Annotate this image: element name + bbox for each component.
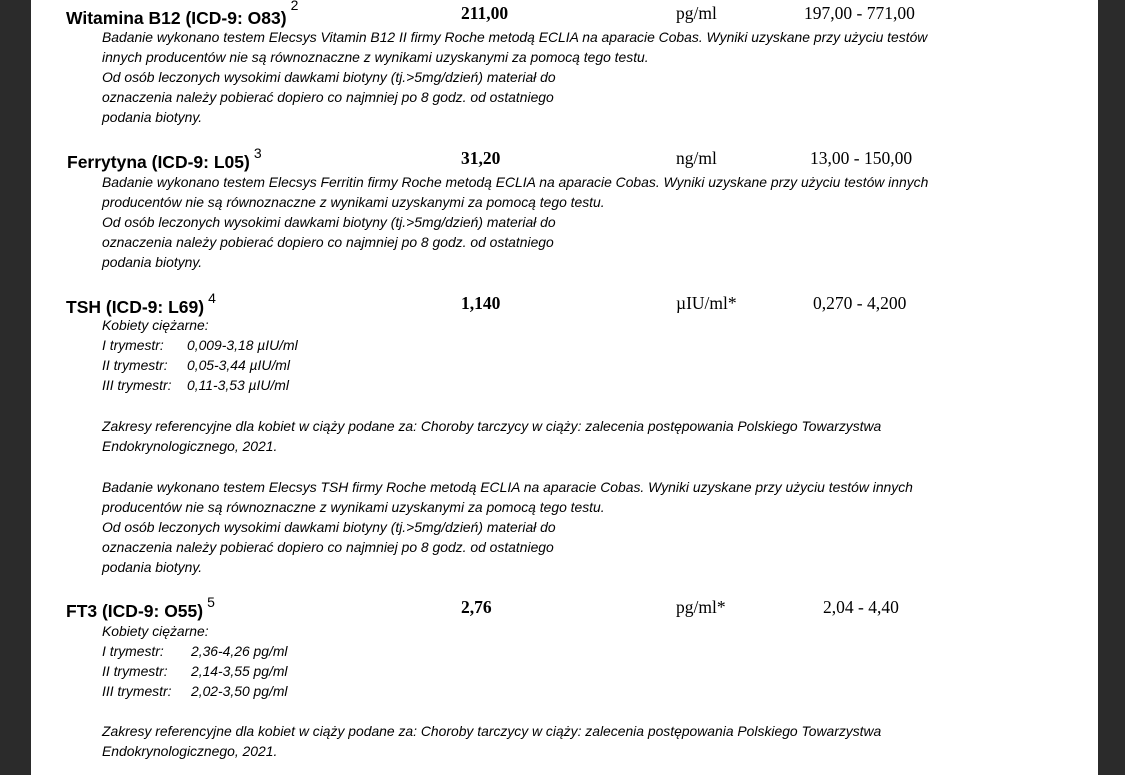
trimester-value: 2,14-3,55 pg/ml: [191, 663, 288, 679]
result-value: 31,20: [461, 148, 501, 168]
pregnancy-title: Kobiety ciężarne:: [102, 317, 209, 333]
note-line: podania biotyny.: [102, 559, 203, 575]
reference-range: 0,270 - 4,200: [813, 293, 907, 313]
trimester-value: 0,05-3,44 µIU/ml: [187, 357, 290, 373]
note-line: Od osób leczonych wysokimi dawkami biotyny (tj.>5mg/dzień) materiał do: [102, 519, 556, 535]
footnote-ref: 3: [253, 145, 262, 161]
result-unit: ng/ml: [676, 148, 717, 168]
source-line: Zakresy referencyjne dla kobiet w ciąży podane za: Choroby tarczycy w ciąży: zalecenia postępowania Polskiego Towarzystwa: [102, 418, 882, 434]
note-line: Od osób leczonych wysokimi dawkami biotyny (tj.>5mg/dzień) materiał do: [102, 214, 556, 230]
note-line: producentów nie są równoznaczne z wynikami uzyskanymi za pomocą tego testu.: [102, 499, 605, 515]
note-line: Badanie wykonano testem Elecsys Vitamin B12 II firmy Roche metodą ECLIA na aparacie Cobas. Wyniki uzyskane przy użyciu testów: [102, 29, 928, 45]
trimester-value: 0,11-3,53 µIU/ml: [187, 377, 289, 393]
trimester-value: 0,009-3,18 µIU/ml: [187, 337, 298, 353]
document-page: [31, 0, 1098, 775]
pregnancy-title: Kobiety ciężarne:: [102, 623, 209, 639]
source-line: Zakresy referencyjne dla kobiet w ciąży podane za: Choroby tarczycy w ciąży: zalecenia postępowania Polskiego Towarzystwa: [102, 723, 882, 739]
reference-range: 2,04 - 4,40: [823, 597, 899, 617]
note-line: innych producentów nie są równoznaczne z wynikami uzyskanymi za pomocą tego testu.: [102, 49, 649, 65]
note-line: podania biotyny.: [102, 254, 203, 270]
test-name: FT3 (ICD-9: O55) $^5$: [66, 594, 215, 621]
note-line: Od osób leczonych wysokimi dawkami biotyny (tj.>5mg/dzień) materiał do: [102, 69, 556, 85]
note-line: oznaczenia należy pobierać dopiero co najmniej po 8 godz. od ostatniego: [102, 234, 554, 250]
trimester-label: III trymestr:: [102, 683, 172, 699]
trimester-label: I trymestr:: [102, 337, 164, 353]
source-line: Endokrynologicznego, 2021.: [102, 438, 278, 454]
trimester-value: 2,36-4,26 pg/ml: [191, 643, 288, 659]
reference-range: 197,00 - 771,00: [804, 3, 915, 23]
result-value: 1,140: [461, 293, 501, 313]
result-value: 211,00: [461, 3, 509, 23]
result-unit: µIU/ml*: [676, 293, 737, 313]
result-value: 2,76: [461, 597, 492, 617]
note-line: Badanie wykonano testem Elecsys TSH firmy Roche metodą ECLIA na aparacie Cobas. Wyniki uzyskane przy użyciu testów innych: [102, 479, 913, 495]
note-line: producentów nie są równoznaczne z wynikami uzyskanymi za pomocą tego testu.: [102, 194, 605, 210]
trimester-label: II trymestr:: [102, 357, 168, 373]
reference-range: 13,00 - 150,00: [810, 148, 913, 168]
footnote-ref: 5: [207, 594, 215, 610]
result-unit: pg/ml: [676, 3, 717, 23]
trimester-value: 2,02-3,50 pg/ml: [191, 683, 288, 699]
source-line: Endokrynologicznego, 2021.: [102, 743, 278, 759]
note-line: oznaczenia należy pobierać dopiero co najmniej po 8 godz. od ostatniego: [102, 89, 554, 105]
trimester-label: I trymestr:: [102, 643, 164, 659]
trimester-label: II trymestr:: [102, 663, 168, 679]
trimester-label: III trymestr:: [102, 377, 172, 393]
test-name: TSH (ICD-9: L69) $^4$: [66, 290, 216, 317]
note-line: oznaczenia należy pobierać dopiero co najmniej po 8 godz. od ostatniego: [102, 539, 554, 555]
test-name: Witamina B12 (ICD-9: O83)$^2$: [66, 4, 298, 29]
note-line: Badanie wykonano testem Elecsys Ferritin firmy Roche metodą ECLIA na aparacie Cobas. Wyniki uzyskane przy użyciu testów innych: [102, 174, 929, 190]
result-unit: pg/ml*: [676, 597, 726, 617]
test-name: Ferrytyna (ICD-9: L05) $^3$: [67, 145, 262, 172]
footnote-ref: 2: [290, 0, 299, 13]
footnote-ref: 4: [208, 290, 216, 306]
note-line: podania biotyny.: [102, 109, 203, 125]
